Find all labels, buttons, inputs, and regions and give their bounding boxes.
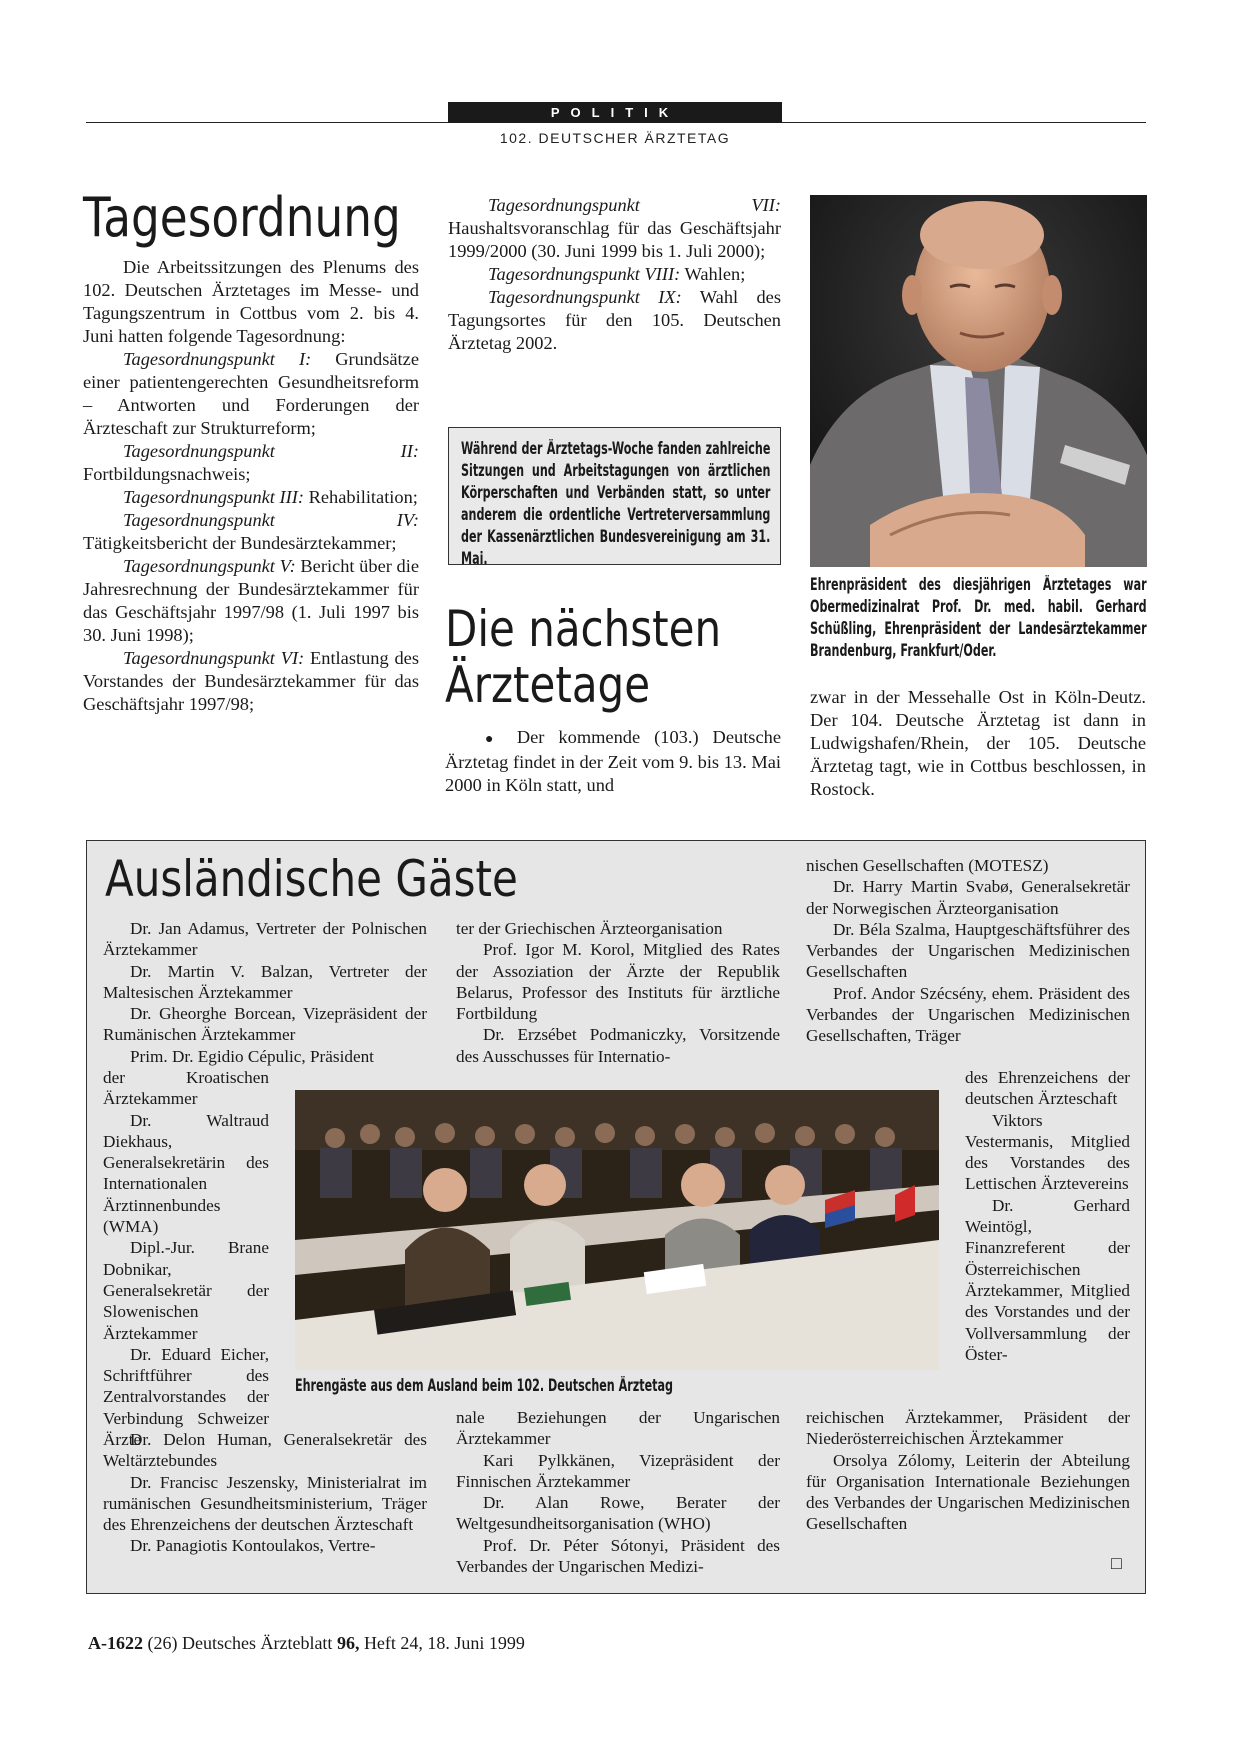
guest-entry: Prof. Igor M. Korol, Mitglied des Rates der Assoziation der Ärzte der Republik Belarus, Professor des Instituts für ärztliche Fortbildung (456, 940, 780, 1024)
guest-entry: Dr. Delon Human, Generalsekretär des Weltärztebundes (103, 1430, 427, 1471)
note-box-text: Während der Ärztetags-Woche fanden zahlreiche Sitzungen und Arbeitstagungen von ärztlichen Körperschaften und Verbänden statt, so unter anderem die ordentliche Vertreterversammlung der Kassenärztlichen Bundesvereinigung am 31. Mai. (461, 439, 771, 568)
naechste-body (445, 726, 781, 797)
agenda-label: Tagesordnungspunkt VIII: (488, 264, 681, 284)
agenda-text: Haushaltsvoranschlag für das Geschäftsjahr 1999/2000 (30. Juni 1999 bis 1. Juli 2000); (448, 218, 781, 261)
guests-column-3-top (806, 855, 1130, 1047)
agenda-text: Rehabilitation; (304, 487, 418, 507)
guests-column-2-bottom (456, 1407, 780, 1577)
agenda-label: Tagesordnungspunkt VI: (123, 648, 305, 668)
agenda-paragraph (83, 555, 419, 647)
naechste-continued (810, 686, 1146, 801)
agenda-paragraph (83, 440, 419, 486)
guest-entry: Prim. Dr. Egidio Cépulic, Präsident (130, 1046, 374, 1066)
agenda-text: Die Arbeitssitzungen des Plenums des 102. Deutschen Ärztetages im Messe- und Tagungszentrum in Cottbus vom 2. bis 4. Juni hatten folgende Tagesordnung: (83, 257, 419, 346)
tagesordnung-body (83, 256, 419, 716)
guest-entry: Dr. Francisc Jeszensky, Ministerialrat im rumänischen Gesundheitsministerium, Träger des Ehrenzeichens der deutschen Ärzteschaft (103, 1472, 427, 1535)
guest-entry: Dr. Gerhard Weintögl, Finanzreferent der Österreichischen Ärztekammer, Mitglied des Vorstandes und der Vollversammlung der Öster- (965, 1195, 1130, 1364)
guest-entry: Dr. Erzsébet Podmaniczky, Vorsitzende des Ausschusses für Internatio- (456, 1025, 780, 1066)
guest-entry: Prof. Andor Szécsény, ehem. Präsident des Verbandes der Ungarischen Medizinischen Gesellschaften, Träger (806, 983, 1130, 1046)
guests-column-3-bottom (806, 1407, 1130, 1535)
agenda-label: Tagesordnungspunkt V: (123, 556, 296, 576)
group-photo (295, 1090, 939, 1370)
portrait-image (810, 195, 1147, 567)
guests-column-1-narrow (103, 1067, 269, 1450)
guest-entry: Dr. Alan Rowe, Berater der Weltgesundheitsorganisation (WHO) (456, 1493, 780, 1534)
agenda-text: Wahl des Tagungsortes für den 105. Deutschen Ärztetag 2002. (448, 287, 781, 353)
naechste-article (445, 601, 781, 797)
agenda-text: Grundsätze einer patientengerechten Gesundheitsreform – Antworten und Forderungen der Ärzteschaft zur Strukturreform; (83, 349, 419, 438)
bullet-icon: ● (485, 732, 503, 747)
guest-entry: ter der Griechischen Ärzteorganisation (456, 919, 723, 938)
naechste-title-line1: Die nächsten (445, 600, 722, 658)
agenda-paragraph (448, 263, 781, 286)
agenda-text: Fortbildungsnachweis; (83, 464, 251, 484)
section-label: POLITIK (448, 102, 782, 123)
guest-entry: Dr. Martin V. Balzan, Vertreter der Maltesischen Ärztekammer (103, 961, 427, 1002)
guest-entry: Kari Pylkkänen, Vizepräsident der Finnischen Ärztekammer (456, 1450, 780, 1491)
guest-entry: Dr. Gheorghe Borcean, Vizepräsident der Rumänischen Ärztekammer (103, 1004, 427, 1045)
guest-entry: Dipl.-Jur. Brane Dobnikar, Generalsekretär der Slowenischen Ärztekammer (103, 1238, 269, 1343)
guests-column-1-top (103, 918, 427, 1067)
agenda-text: Entlastung des Vorstandes der Bundesärztekammer für das Geschäftsjahr 1997/98; (83, 648, 419, 714)
tagesordnung-body-continued (448, 194, 781, 355)
guests-column-2-top (456, 918, 780, 1067)
agenda-paragraph (448, 194, 781, 263)
guest-entry: nale Beziehungen der Ungarischen Ärztekammer (456, 1408, 780, 1449)
guest-entry: Dr. Béla Szalma, Hauptgeschäftsführer des Verbandes der Ungarischen Medizinischen Gesellschaften (806, 919, 1130, 982)
guest-entry: Dr. Panagiotis Kontoulakos, Vertre- (130, 1536, 376, 1556)
portrait-caption: Ehrenpräsident des diesjährigen Ärztetages war Obermedizinalrat Prof. Dr. med. habil. Gerhard Schüßling, Ehrenpräsident der Landesärztekammer Brandenburg, Frankfurt/Oder. (810, 575, 1147, 660)
agenda-label: Tagesordnungspunkt I: (123, 349, 312, 369)
note-box (448, 427, 781, 568)
guest-entry: reichischen Ärztekammer, Präsident der Niederösterreichischen Ärztekammer (806, 1408, 1130, 1449)
agenda-paragraph (83, 509, 419, 555)
guest-entry: Prof. Dr. Péter Sótonyi, Präsident des Verbandes der Ungarischen Medizi- (456, 1535, 780, 1577)
footer-page: A-1622 (88, 1633, 143, 1653)
group-photo-caption: Ehrengäste aus dem Ausland beim 102. Deutschen Ärztetag (295, 1376, 673, 1395)
footer-volume: 96, (336, 1633, 360, 1653)
tagesordnung-continued (448, 194, 781, 355)
guests-title: Ausländische Gäste (105, 850, 518, 908)
agenda-paragraph (83, 647, 419, 716)
guest-entry: Orsolya Zólomy, Leiterin der Abteilung für Organisation Internationale Beziehungen des Verbandes der Ungarischen Medizinischen Gesellschaften (806, 1450, 1130, 1534)
guest-entry: Dr. Jan Adamus, Vertreter der Polnischen Ärztekammer (103, 919, 427, 960)
agenda-text: Bericht über die Jahresrechnung der Bundesärztekammer für das Geschäftsjahr 1997/98 (1. Juli 1997 bis 30. Juni 1998); (83, 556, 419, 645)
group-image (295, 1090, 939, 1370)
subsection-label: 102. DEUTSCHER ÄRZTETAG (499, 130, 731, 146)
agenda-paragraph (448, 286, 781, 355)
guest-entry: der Kroatischen Ärztekammer (103, 1068, 269, 1109)
agenda-label: Tagesordnungspunkt III: (123, 487, 305, 507)
tagesordnung-title: Tagesordnung (83, 186, 401, 249)
agenda-text: Tätigkeitsbericht der Bundesärztekammer; (83, 533, 397, 553)
end-mark: □ (1111, 1553, 1122, 1573)
agenda-paragraph (83, 486, 419, 509)
agenda-text: Wahlen; (680, 264, 746, 284)
agenda-paragraph (83, 256, 419, 348)
agenda-label: Tagesordnungspunkt VII: (488, 195, 781, 215)
guest-entry: des Ehrenzeichens der deutschen Ärzteschaft (965, 1068, 1130, 1109)
guests-column-3-narrow (965, 1067, 1130, 1365)
portrait-photo (810, 195, 1147, 567)
guest-entry: Dr. Harry Martin Svabø, Generalsekretär der Norwegischen Ärzteorganisation (806, 877, 1130, 918)
agenda-label: Tagesordnungspunkt IX: (488, 287, 682, 307)
guest-entry: Dr. Eduard Eicher, Schriftführer des Zentralvorstandes der Verbindung Schweizer Ärzte (103, 1344, 269, 1450)
guest-entry: Viktors Vestermanis, Mitglied des Vorstandes des Lettischen Ärztevereins (965, 1110, 1130, 1194)
footer-text: (26) Deutsches Ärzteblatt (147, 1633, 333, 1653)
tagesordnung-article (83, 188, 419, 716)
naechste-text-continued: zwar in der Messehalle Ost in Köln-Deutz. Der 104. Deutsche Ärztetag ist dann in Ludwigshafen/Rhein, der 105. Deutsche Ärztetag tagt, wie in Cottbus beschlossen, in Rostock. (810, 687, 1146, 799)
agenda-label: Tagesordnungspunkt II: (123, 441, 419, 461)
footer (88, 1633, 525, 1654)
footer-issue: Heft 24, 18. Juni 1999 (363, 1633, 525, 1653)
guest-entry: Dr. Waltraud Diekhaus, Generalsekretärin des Internationalen Ärztinnenbundes (WMA) (103, 1110, 269, 1237)
guests-column-1-bottom (103, 1429, 427, 1557)
naechste-text: Der kommende (103.) Deutsche Ärztetag findet in der Zeit vom 9. bis 13. Mai 2000 in Köln statt, und (445, 727, 781, 795)
agenda-paragraph (83, 348, 419, 440)
guest-entry: nischen Gesellschaften (MOTESZ) (806, 856, 1049, 875)
naechste-title-line2: Ärztetage (445, 656, 651, 714)
agenda-label: Tagesordnungspunkt IV: (123, 510, 419, 530)
